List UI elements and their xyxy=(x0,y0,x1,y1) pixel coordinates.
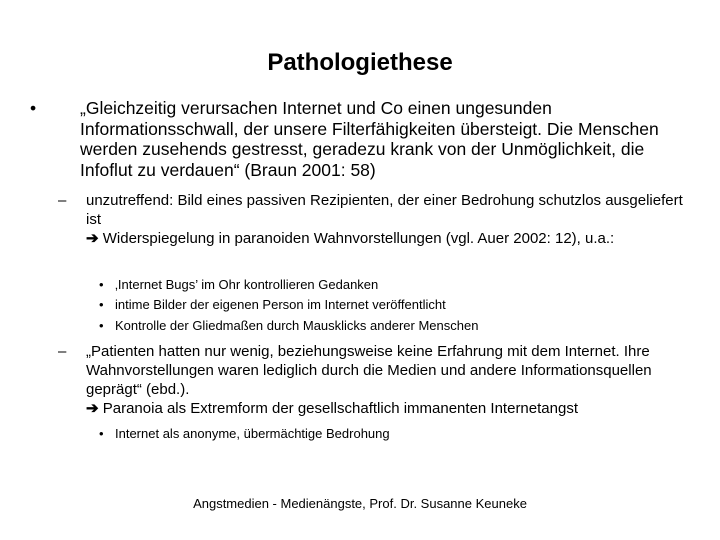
list-item-text: ‚Internet Bugs’ im Ohr kontrollieren Gedanken xyxy=(115,277,379,292)
arrow-right-icon: ➔ xyxy=(86,400,99,417)
sub-bullet-2 xyxy=(58,342,696,418)
slide-footer: Angstmedien - Medienängste, Prof. Dr. Susanne Keuneke xyxy=(193,496,527,511)
list-item-text: Internet als anonyme, übermächtige Bedrohung xyxy=(115,426,390,441)
sub-bullet-2-text: „Patienten hatten nur wenig, beziehungsweise keine Erfahrung mit dem Internet. Ihre Wahnvorstellungen waren lediglich durch die Medien und andere Informationsquellen geprägt“ (ebd.). xyxy=(86,343,652,398)
sub-bullet-2-conclusion: Paranoia als Extremform der gesellschaftlich immanenten Internetangst xyxy=(102,400,578,417)
list-item xyxy=(99,426,705,442)
dash-marker: – xyxy=(58,343,67,360)
main-bullet xyxy=(30,98,690,180)
list-item-text: intime Bilder der eigenen Person im Internet veröffentlicht xyxy=(115,297,446,312)
list-item xyxy=(99,318,705,334)
bullet-marker: • xyxy=(30,98,37,118)
arrow-right-icon: ➔ xyxy=(86,230,99,247)
main-bullet-text: „Gleichzeitig verursachen Internet und Co einen ungesunden Informationsschwall, der unsere Filterfähigkeiten übersteigt. Die Menschen werden zusehends gestresst, geradezu krank von der Unmöglichkeit, die Infoflut zu verdauen“ (Braun 2001: 58) xyxy=(80,98,659,180)
bullet-marker: • xyxy=(99,277,104,292)
bullet-marker: • xyxy=(99,426,104,441)
sub-bullet-1 xyxy=(58,191,696,248)
bullet-marker: • xyxy=(99,318,104,333)
list-item xyxy=(99,277,705,293)
sub-bullet-1-text: unzutreffend: Bild eines passiven Rezipienten, der einer Bedrohung schutzlos ausgeliefert ist xyxy=(86,192,683,228)
list-item xyxy=(99,297,705,313)
slide-title: Pathologiethese xyxy=(267,49,453,76)
bullet-marker: • xyxy=(99,297,104,312)
dash-marker: – xyxy=(58,192,67,209)
sub-bullet-1-conclusion: Widerspiegelung in paranoiden Wahnvorstellungen (vgl. Auer 2002: 12), u.a.: xyxy=(102,230,615,247)
list-item-text: Kontrolle der Gliedmaßen durch Mausklicks anderer Menschen xyxy=(115,318,479,333)
